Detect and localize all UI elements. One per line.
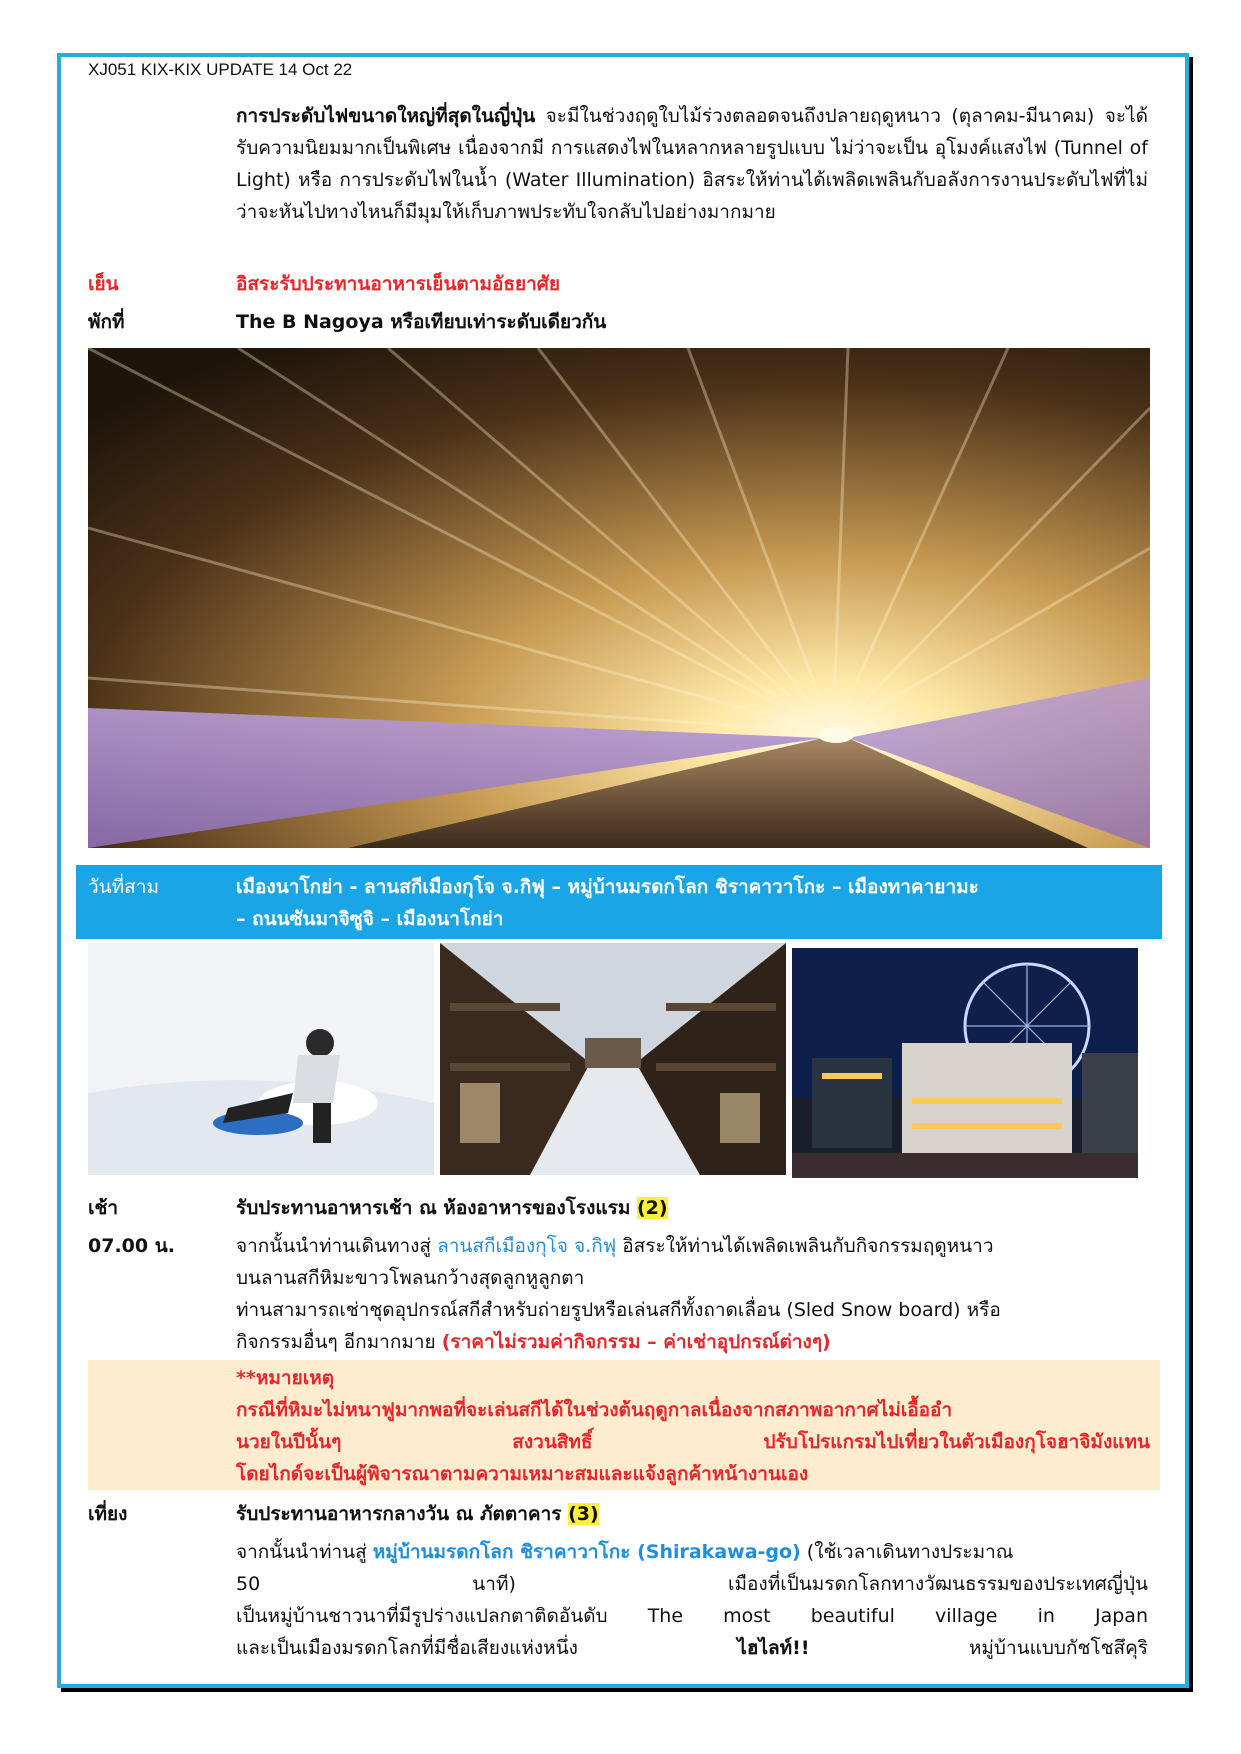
- intro-lead: การประดับไฟขนาดใหญ่ที่สุดในญี่ปุ่น: [236, 105, 536, 127]
- highlight-label: ไฮไลท์!!: [737, 1637, 810, 1659]
- shirakawa-line4-b: หมู่บ้านแบบกัชโชสึคุริ: [809, 1637, 1148, 1659]
- gujo-ski-link: ลานสกีเมืองกุโจ จ.กิฟุ: [437, 1235, 617, 1257]
- meal-count-badge: (2): [636, 1197, 668, 1219]
- time-0700-row: [88, 1230, 1148, 1358]
- shirakawa-link: หมู่บ้านมรดกโลก ชิราคาวาโกะ (Shirakawa-go): [372, 1541, 801, 1563]
- breakfast-row: [88, 1192, 1148, 1224]
- breakfast-text: รับประทานอาหารเช้า ณ ห้องอาหารของโรงแรม: [236, 1197, 637, 1219]
- day3-title-line1: เมืองนาโกย่า - ลานสกีเมืองกุโจ จ.กิฟุ – หมู่บ้านมรดกโลก ชิราคาวาโกะ – เมืองทาคายามะ: [236, 876, 979, 898]
- remark-line2: นวยในปีนั้นๆ สงวนสิทธิ์ ปรับโปรแกรมไปเที่ยวในตัวเมืองกุโจฮาจิมังแทน: [236, 1431, 1150, 1453]
- snow-sledding-photo: [88, 943, 434, 1175]
- time-0700-line4-a: กิจกรรมอื่นๆ อีกมากมาย: [236, 1331, 442, 1353]
- time-0700-label: 07.00 น.: [88, 1235, 175, 1257]
- intro-text: จะมีในช่วงฤดูใบไม้ร่วงตลอดจนถึงปลายฤดูหนาว (ตุลาคม-มีนาคม) จะได้รับความนิยมมากเป็นพิเศษ เนื่องจากมี การแสดงไฟในหลากหลายรูปแบบ ไม่ว่าจะเป็น อุโมงค์แสงไฟ (Tunnel of Light) หรือ การประดับไฟในน้ำ (Water Illumination) อิสระให้ท่านได้เพลิดเพลินกับอลังการงานประดับไฟที่ไม่ว่าจะหันไปทางไหนก็มีมุมให้เก็บภาพประทับใจกลับไปอย่างมากมาย: [236, 105, 1148, 223]
- day3-label: วันที่สาม: [88, 876, 159, 898]
- shirakawa-line1-b: (ใช้เวลาเดินทางประมาณ: [800, 1541, 1014, 1563]
- ferris-wheel-city-photo: [792, 948, 1138, 1178]
- dinner-text: อิสระรับประทานอาหารเย็นตามอัธยาศัย: [236, 273, 560, 295]
- remark-box: [88, 1360, 1160, 1490]
- lunch-label: เที่ยง: [88, 1503, 128, 1525]
- lunch-row: [88, 1498, 1148, 1530]
- document-code: XJ051 KIX-KIX UPDATE 14 Oct 22: [88, 60, 353, 79]
- hotel-name: The B Nagoya: [236, 311, 384, 333]
- remark-title: **หมายเหตุ: [236, 1367, 335, 1389]
- intro-paragraph: [88, 100, 1148, 228]
- shirakawa-line2: 50 นาที) เมืองที่เป็นมรดกโลกทางวัฒนธรรมของประเทศญี่ปุ่น: [236, 1573, 1148, 1595]
- lunch-text: รับประทานอาหารกลางวัน ณ ภัตตาคาร: [236, 1503, 569, 1525]
- dinner-label: เย็น: [88, 273, 119, 295]
- remark-line3: โดยไกด์จะเป็นผู้พิจารณาตามความเหมาะสมและแจ้งลูกค้าหน้างานเอง: [236, 1463, 809, 1485]
- breakfast-label: เช้า: [88, 1197, 119, 1219]
- lunch-count-badge: (3): [568, 1503, 599, 1525]
- day3-header-bar: [76, 865, 1162, 939]
- shirakawa-paragraph: [88, 1536, 1148, 1664]
- time-0700-line1-a: จากนั้นนำท่านเดินทางสู่: [236, 1235, 438, 1257]
- shirakawa-line4-a: และเป็นเมืองมรดกโลกที่มีชื่อเสียงแห่งหนึ่ง: [236, 1637, 738, 1659]
- hotel-row: [88, 306, 1148, 338]
- shirakawa-line3: เป็นหมู่บ้านชาวนาที่มีรูปร่างแปลกตาติดอันดับ The most beautiful village in Japan: [236, 1605, 1148, 1627]
- price-exclusion-note: (ราคาไม่รวมค่ากิจกรรม – ค่าเช่าอุปกรณ์ต่างๆ): [441, 1331, 831, 1353]
- remark-line1: กรณีที่หิมะไม่หนาฟูมากพอที่จะเล่นสกีได้ในช่วงต้นฤดูกาลเนื่องจากสภาพอากาศไม่เอื้ออำ: [236, 1399, 953, 1421]
- day3-title-line2: – ถนนซันมาจิซูจิ – เมืองนาโกย่า: [236, 908, 504, 930]
- time-0700-line1-b: อิสระให้ท่านได้เพลิดเพลินกับกิจกรรมฤดูหนาว: [616, 1235, 994, 1257]
- shirakawa-line1-a: จากนั้นนำท่านสู่: [236, 1541, 373, 1563]
- hotel-label: พักที่: [88, 311, 125, 333]
- dinner-row: [88, 268, 1148, 300]
- light-tunnel-photo: [88, 348, 1150, 848]
- time-0700-line2: บนลานสกีหิมะขาวโพลนกว้างสุดลูกหูลูกตา: [236, 1267, 585, 1289]
- hotel-suffix: หรือเทียบเท่าระดับเดียวกัน: [383, 311, 607, 333]
- old-town-street-photo: [440, 943, 786, 1175]
- time-0700-line3: ท่านสามารถเช่าชุดอุปกรณ์สกีสำหรับถ่ายรูปหรือเล่นสกีทั้งถาดเลื่อน (Sled Snow board) หรือ: [236, 1299, 1001, 1321]
